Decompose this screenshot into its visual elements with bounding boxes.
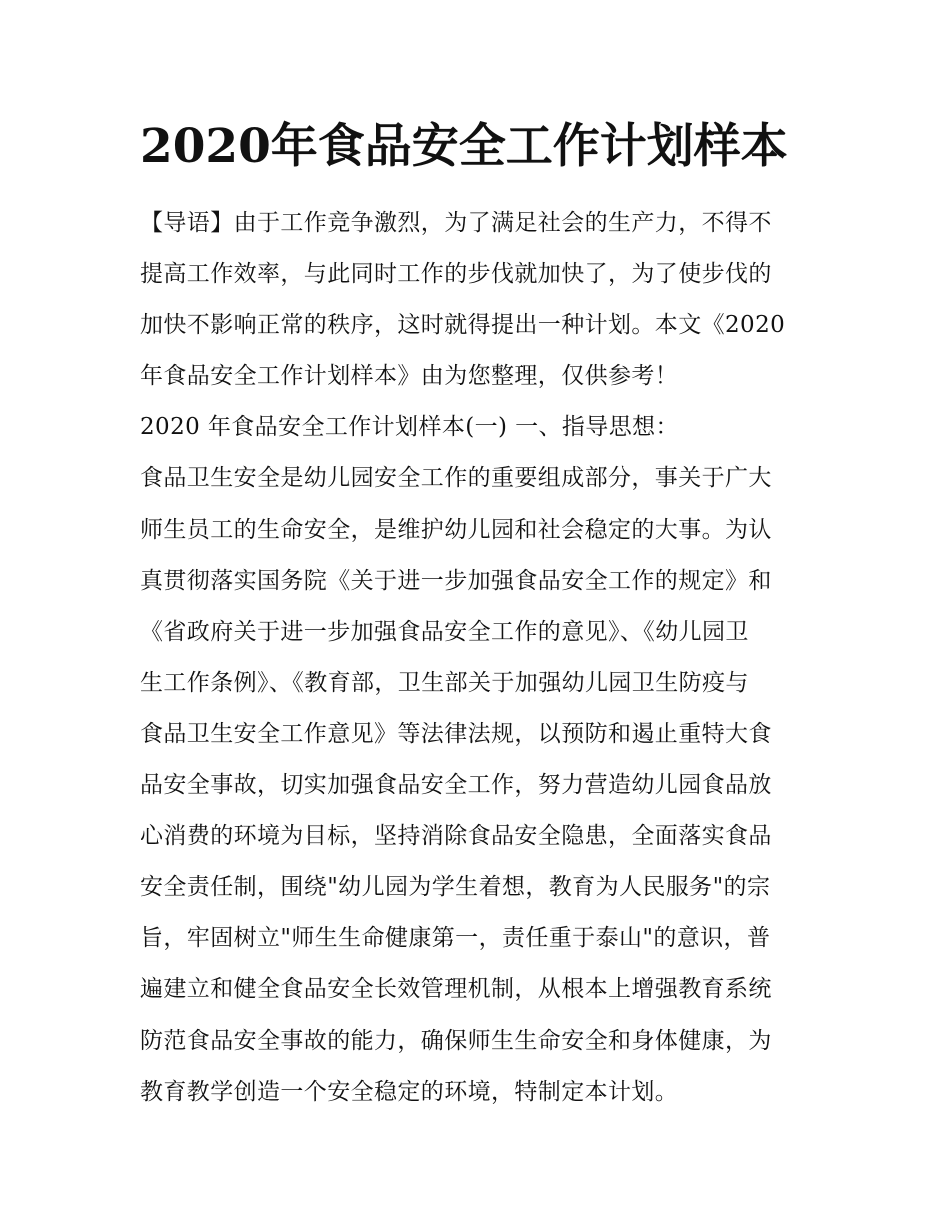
body-line: 品安全事故，切实加强食品安全工作，努力营造幼儿园食品放 xyxy=(140,772,772,799)
document-title: 2020年食品安全工作计划样本 xyxy=(140,119,788,174)
body-line: 食品卫生安全工作意见》等法律法规，以预防和遏止重特大食 xyxy=(140,720,772,747)
body-line: 真贯彻落实国务院《关于进一步加强食品安全工作的规定》和 xyxy=(140,567,772,594)
body-line: 遍建立和健全食品安全长效管理机制，从根本上增强教育系统 xyxy=(140,976,772,1003)
body-line: 教育教学创造一个安全稳定的环境，特制定本计划。 xyxy=(140,1078,679,1105)
body-line: 年食品安全工作计划样本》由为您整理，仅供参考！ xyxy=(140,363,679,390)
body-line: 师生员工的生命安全，是维护幼儿园和社会稳定的大事。为认 xyxy=(140,516,772,543)
body-line: 心消费的环境为目标，坚持消除食品安全隐患，全面落实食品 xyxy=(140,823,772,850)
body-line: 提高工作效率，与此同时工作的步伐就加快了，为了使步伐的 xyxy=(140,261,772,288)
body-line: 《省政府关于进一步加强食品安全工作的意见》、《幼儿园卫 xyxy=(140,618,749,645)
body-line: 食品卫生安全是幼儿园安全工作的重要组成部分，事关于广大 xyxy=(140,465,772,492)
section-heading-line: 2020 年食品安全工作计划样本(一) 一、指导思想： xyxy=(140,414,679,441)
body-line: 【导语】由于工作竞争激烈，为了满足社会的生产力，不得不 xyxy=(140,210,772,236)
body-line: 生工作条例》、《教育部，卫生部关于加强幼儿园卫生防疫与 xyxy=(140,669,749,696)
document-body xyxy=(140,198,812,1118)
body-line: 安全责任制，围绕"幼儿园为学生着想，教育为人民服务"的宗 xyxy=(140,874,771,901)
body-line: 防范食品安全事故的能力，确保师生生命安全和身体健康，为 xyxy=(140,1027,772,1054)
body-line: 旨，牢固树立"师生生命健康第一，责任重于泰山"的意识，普 xyxy=(140,925,771,952)
body-line: 加快不影响正常的秩序，这时就得提出一种计划。本文《2020 xyxy=(140,312,786,339)
